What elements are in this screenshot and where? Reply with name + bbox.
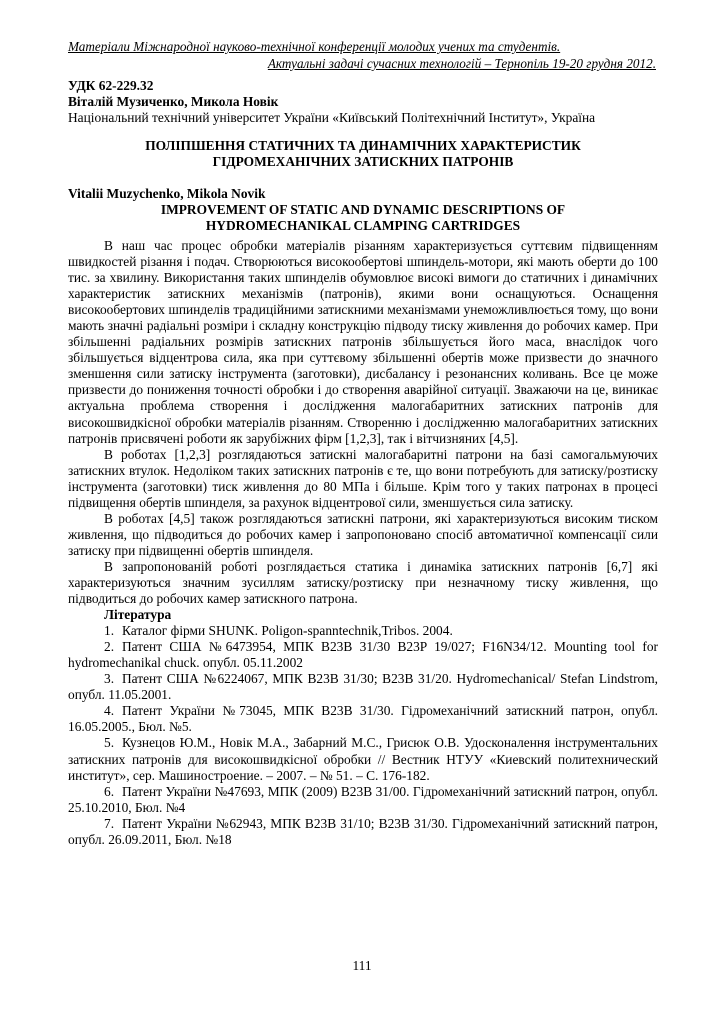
reference-item (68, 639, 658, 671)
udk-code: УДК 62-229.32 (68, 78, 154, 93)
authors-english: Vitalii Muzychenko, Mikola Novik (68, 186, 266, 201)
paragraph-works-123: В роботах [1,2,3] розглядаються затискні малогабаритні патрони на базі самогальмуючих затискних втулок. Недоліком таких затискних патронів є те, що вони потребують для затиску/розтиску інструмента (заготовки) тиск живлення до 80 МПа і більше. Крім того у таких патронах в процесі підвищення обертів шпинделя, за рахунок відцентрової сили, зменшується сила затиску. (68, 446, 658, 510)
title-en-line1: IMPROVEMENT OF STATIC AND DYNAMIC DESCRIPTIONS OF (160, 202, 566, 217)
reference-item (68, 784, 658, 816)
reference-number: 2. (104, 639, 115, 655)
authors-ua: Віталій Музиченко, Микола Новік (68, 94, 279, 109)
page-number: 111 (352, 958, 372, 973)
reference-item (68, 671, 658, 703)
reference-text: Каталог фірми SHUNK. Poligon-spanntechnik,Tribos. 2004. (122, 623, 453, 639)
literature-heading: Література (104, 607, 172, 623)
reference-item (68, 623, 658, 639)
literature-list (68, 623, 658, 848)
reference-number: 5. (104, 735, 115, 751)
reference-item (68, 703, 658, 735)
title-ukrainian (68, 138, 658, 170)
article-meta (68, 78, 658, 126)
reference-text: Патент США №6473954, МПК B23B 31/30 B23P 19/027; F16N34/12. Mounting tool for hydromechanikal chuck. опубл. 05.11.2002 (68, 639, 658, 671)
reference-text: Патент США №6224067, МПК B23B 31/30; B23B 31/20. Hydromechanical/ Stefan Lindstrom, опубл. 11.05.2001. (68, 671, 658, 703)
reference-item (68, 735, 658, 783)
conference-header (68, 38, 656, 72)
paragraph-intro: В наш час процес обробки матеріалів різанням характеризується суттєвим підвищенням швидкостей різання і подач. Створюються високообертові шпиндель-мотори, які мають оберти до 100 тис. за хвилину. Використання таких шпинделів обумовлює високі вимоги до статичних і динамічних характеристик затискних механізмів (патронів), якими вони оснащуються. Оснащення високообертових шпинделів традиційними затискними механізмами унеможливлюється тому, що вони мають значні радіальні розміри і складну конструкцію підводу тиску живлення до робочих камер. При збільшенні радіальних розмірів затискних патронів збільшується його маса, внаслідок чого збільшується відцентрова сила, яка при суттєвому збільшенні обертів може призвести до значного зменшення сили затиску інструмента (заготовки), дисбалансу і резонансних коливань. Все це може призвести до пониження точності обробки і до створення аварійної ситуації. Зважаючи на це, виникає актуальна проблема створення і дослідження малогабаритних затискних патронів для високошвидкісної обробки матеріалів різанням. Створенню і дослідженню малогабаритних затискних патронів присвячені роботи як зарубіжних фірм [1,2,3], так і вітчизняних [4,5]. (68, 238, 658, 446)
reference-text: Патент України №47693, МПК (2009) B23B 31/00. Гідромеханічний затискний патрон, опубл. 25.10.2010, Бюл. №4 (68, 783, 658, 815)
conference-header-line2: Актуальні задачі сучасних технологій – Тернопіль 19-20 грудня 2012. (267, 56, 656, 71)
reference-number: 6. (104, 783, 115, 799)
reference-item (68, 816, 658, 848)
paragraph-works-45: В роботах [4,5] також розглядаються затискні патрони, які характеризуються високим тиском живлення, що підводиться до робочих камер і запропоновано спосіб автоматичної компенсації сили затиску при підвищенні обертів шпинделя. (68, 510, 658, 558)
title-ua-line2: ГІДРОМЕХАНІЧНИХ ЗАТИСКНИХ ПАТРОНІВ (212, 154, 514, 169)
title-ua-line1: ПОЛІПШЕННЯ СТАТИЧНИХ ТА ДИНАМІЧНИХ ХАРАКТЕРИСТИК (145, 138, 581, 153)
reference-number: 4. (104, 703, 115, 719)
conference-header-line1: Матеріали Міжнародної науково-технічної конференції молодих учених та студентів. (68, 39, 561, 54)
reference-number: 3. (104, 671, 115, 687)
paragraph-proposed: В запропонованій роботі розглядається статика і динаміка затискних патронів [6,7] які характеризуються значним зусиллям затиску/розтиску при незначному тиску живлення, що підводиться до робочих камер затискного патрона. (68, 558, 658, 607)
article-body (68, 238, 658, 848)
reference-text: Кузнецов Ю.М., Новік М.А., Забарний М.С., Грисюк О.В. Удосконалення інструментальних затискних патронів для високошвидкісної обробки // Вестник НТУУ «Киевский политехнический институт», сер. Машиностроение. – 2007. – № 51. – С. 176-182. (68, 735, 658, 783)
reference-text: Патент України №62943, МПК B23B 31/10; B23B 31/30. Гідромеханічний затискний патрон, опубл. 26.09.2011, Бюл. №18 (68, 815, 658, 847)
reference-number: 1. (104, 623, 115, 639)
title-english (68, 202, 658, 234)
affiliation: Національний технічний університет України «Київський Політехнічний Інститут», Україна (68, 110, 596, 125)
reference-text: Патент України №73045, МПК B23B 31/30. Гідромеханічний затискний патрон, опубл. 16.05.2005., Бюл. №5. (68, 703, 658, 735)
title-en-line2: HYDROMECHANIKAL CLAMPING CARTRIDGES (205, 218, 521, 233)
reference-number: 7. (104, 815, 115, 831)
